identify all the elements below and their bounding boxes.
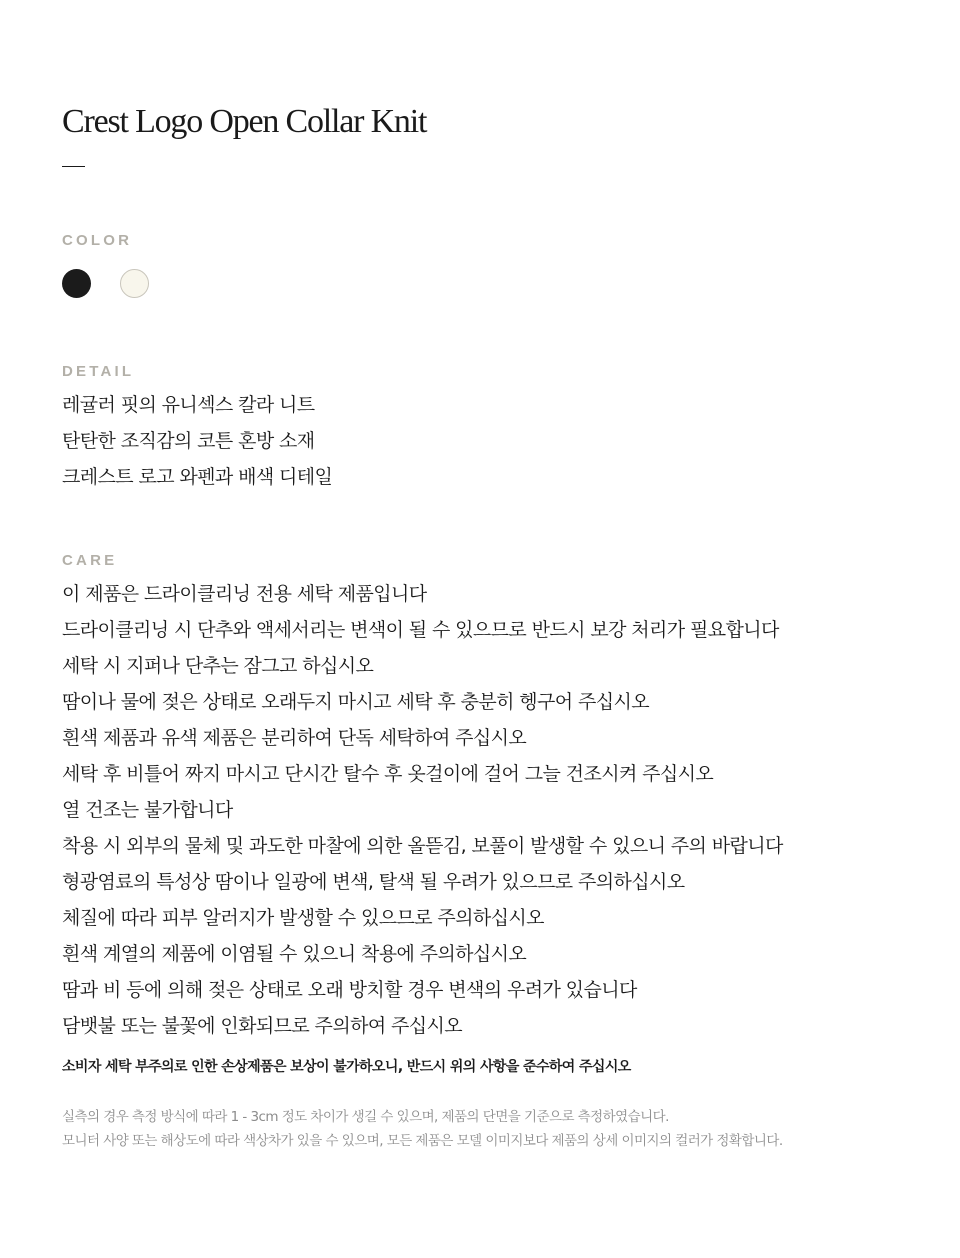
detail-line: 크레스트 로고 와펜과 배색 디테일 [62, 466, 333, 488]
detail-section-label: DETAIL [62, 363, 135, 380]
care-line: 체질에 따라 피부 알러지가 발생할 수 있으므로 주의하십시오 [62, 907, 544, 929]
product-title: Crest Logo Open Collar Knit [62, 103, 427, 140]
color-section-label: COLOR [62, 232, 133, 249]
footnote-measurement: 실측의 경우 측정 방식에 따라 1 - 3cm 정도 차이가 생길 수 있으며, 제품의 단면을 기준으로 측정하였습니다. [62, 1109, 669, 1125]
detail-line: 레귤러 핏의 유니섹스 칼라 니트 [62, 394, 315, 416]
care-line: 착용 시 외부의 물체 및 과도한 마찰에 의한 올뜯김, 보풀이 발생할 수 있으니 주의 바랍니다 [62, 835, 783, 857]
footnote-color: 모니터 사양 또는 해상도에 따라 색상차가 있을 수 있으며, 모든 제품은 모델 이미지보다 제품의 상세 이미지의 컬러가 정확합니다. [62, 1133, 783, 1149]
care-line: 형광염료의 특성상 땀이나 일광에 변색, 탈색 될 우려가 있으므로 주의하십시오 [62, 871, 685, 893]
care-list [62, 576, 783, 1044]
footnotes [62, 1105, 783, 1153]
care-line: 열 건조는 불가합니다 [62, 799, 233, 821]
color-swatches [62, 269, 149, 298]
detail-line: 탄탄한 조직감의 코튼 혼방 소재 [62, 430, 315, 452]
care-line: 세탁 후 비틀어 짜지 마시고 단시간 탈수 후 옷걸이에 걸어 그늘 건조시켜 주십시오 [62, 763, 714, 785]
detail-list [62, 387, 332, 495]
care-line: 이 제품은 드라이클리닝 전용 세탁 제품입니다 [62, 583, 427, 605]
care-line: 흰색 제품과 유색 제품은 분리하여 단독 세탁하여 주십시오 [62, 727, 527, 749]
care-warning-note: 소비자 세탁 부주의로 인한 손상제품은 보상이 불가하오니, 반드시 위의 사항을 준수하여 주십시오 [62, 1059, 631, 1075]
title-divider [62, 166, 85, 167]
care-section-label: CARE [62, 552, 118, 569]
care-line: 땀이나 물에 젖은 상태로 오래두지 마시고 세탁 후 충분히 헹구어 주십시오 [62, 691, 650, 713]
care-line: 흰색 계열의 제품에 이염될 수 있으니 착용에 주의하십시오 [62, 943, 527, 965]
care-line: 드라이클리닝 시 단추와 액세서리는 변색이 될 수 있으므로 반드시 보강 처리가 필요합니다 [62, 619, 779, 641]
care-line: 세탁 시 지퍼나 단추는 잠그고 하십시오 [62, 655, 374, 677]
care-line: 땀과 비 등에 의해 젖은 상태로 오래 방치할 경우 변색의 우려가 있습니다 [62, 979, 637, 1001]
care-line: 담뱃불 또는 불꽃에 인화되므로 주의하여 주십시오 [62, 1015, 463, 1037]
color-swatch-black[interactable] [62, 269, 91, 298]
color-swatch-cream[interactable] [120, 269, 149, 298]
